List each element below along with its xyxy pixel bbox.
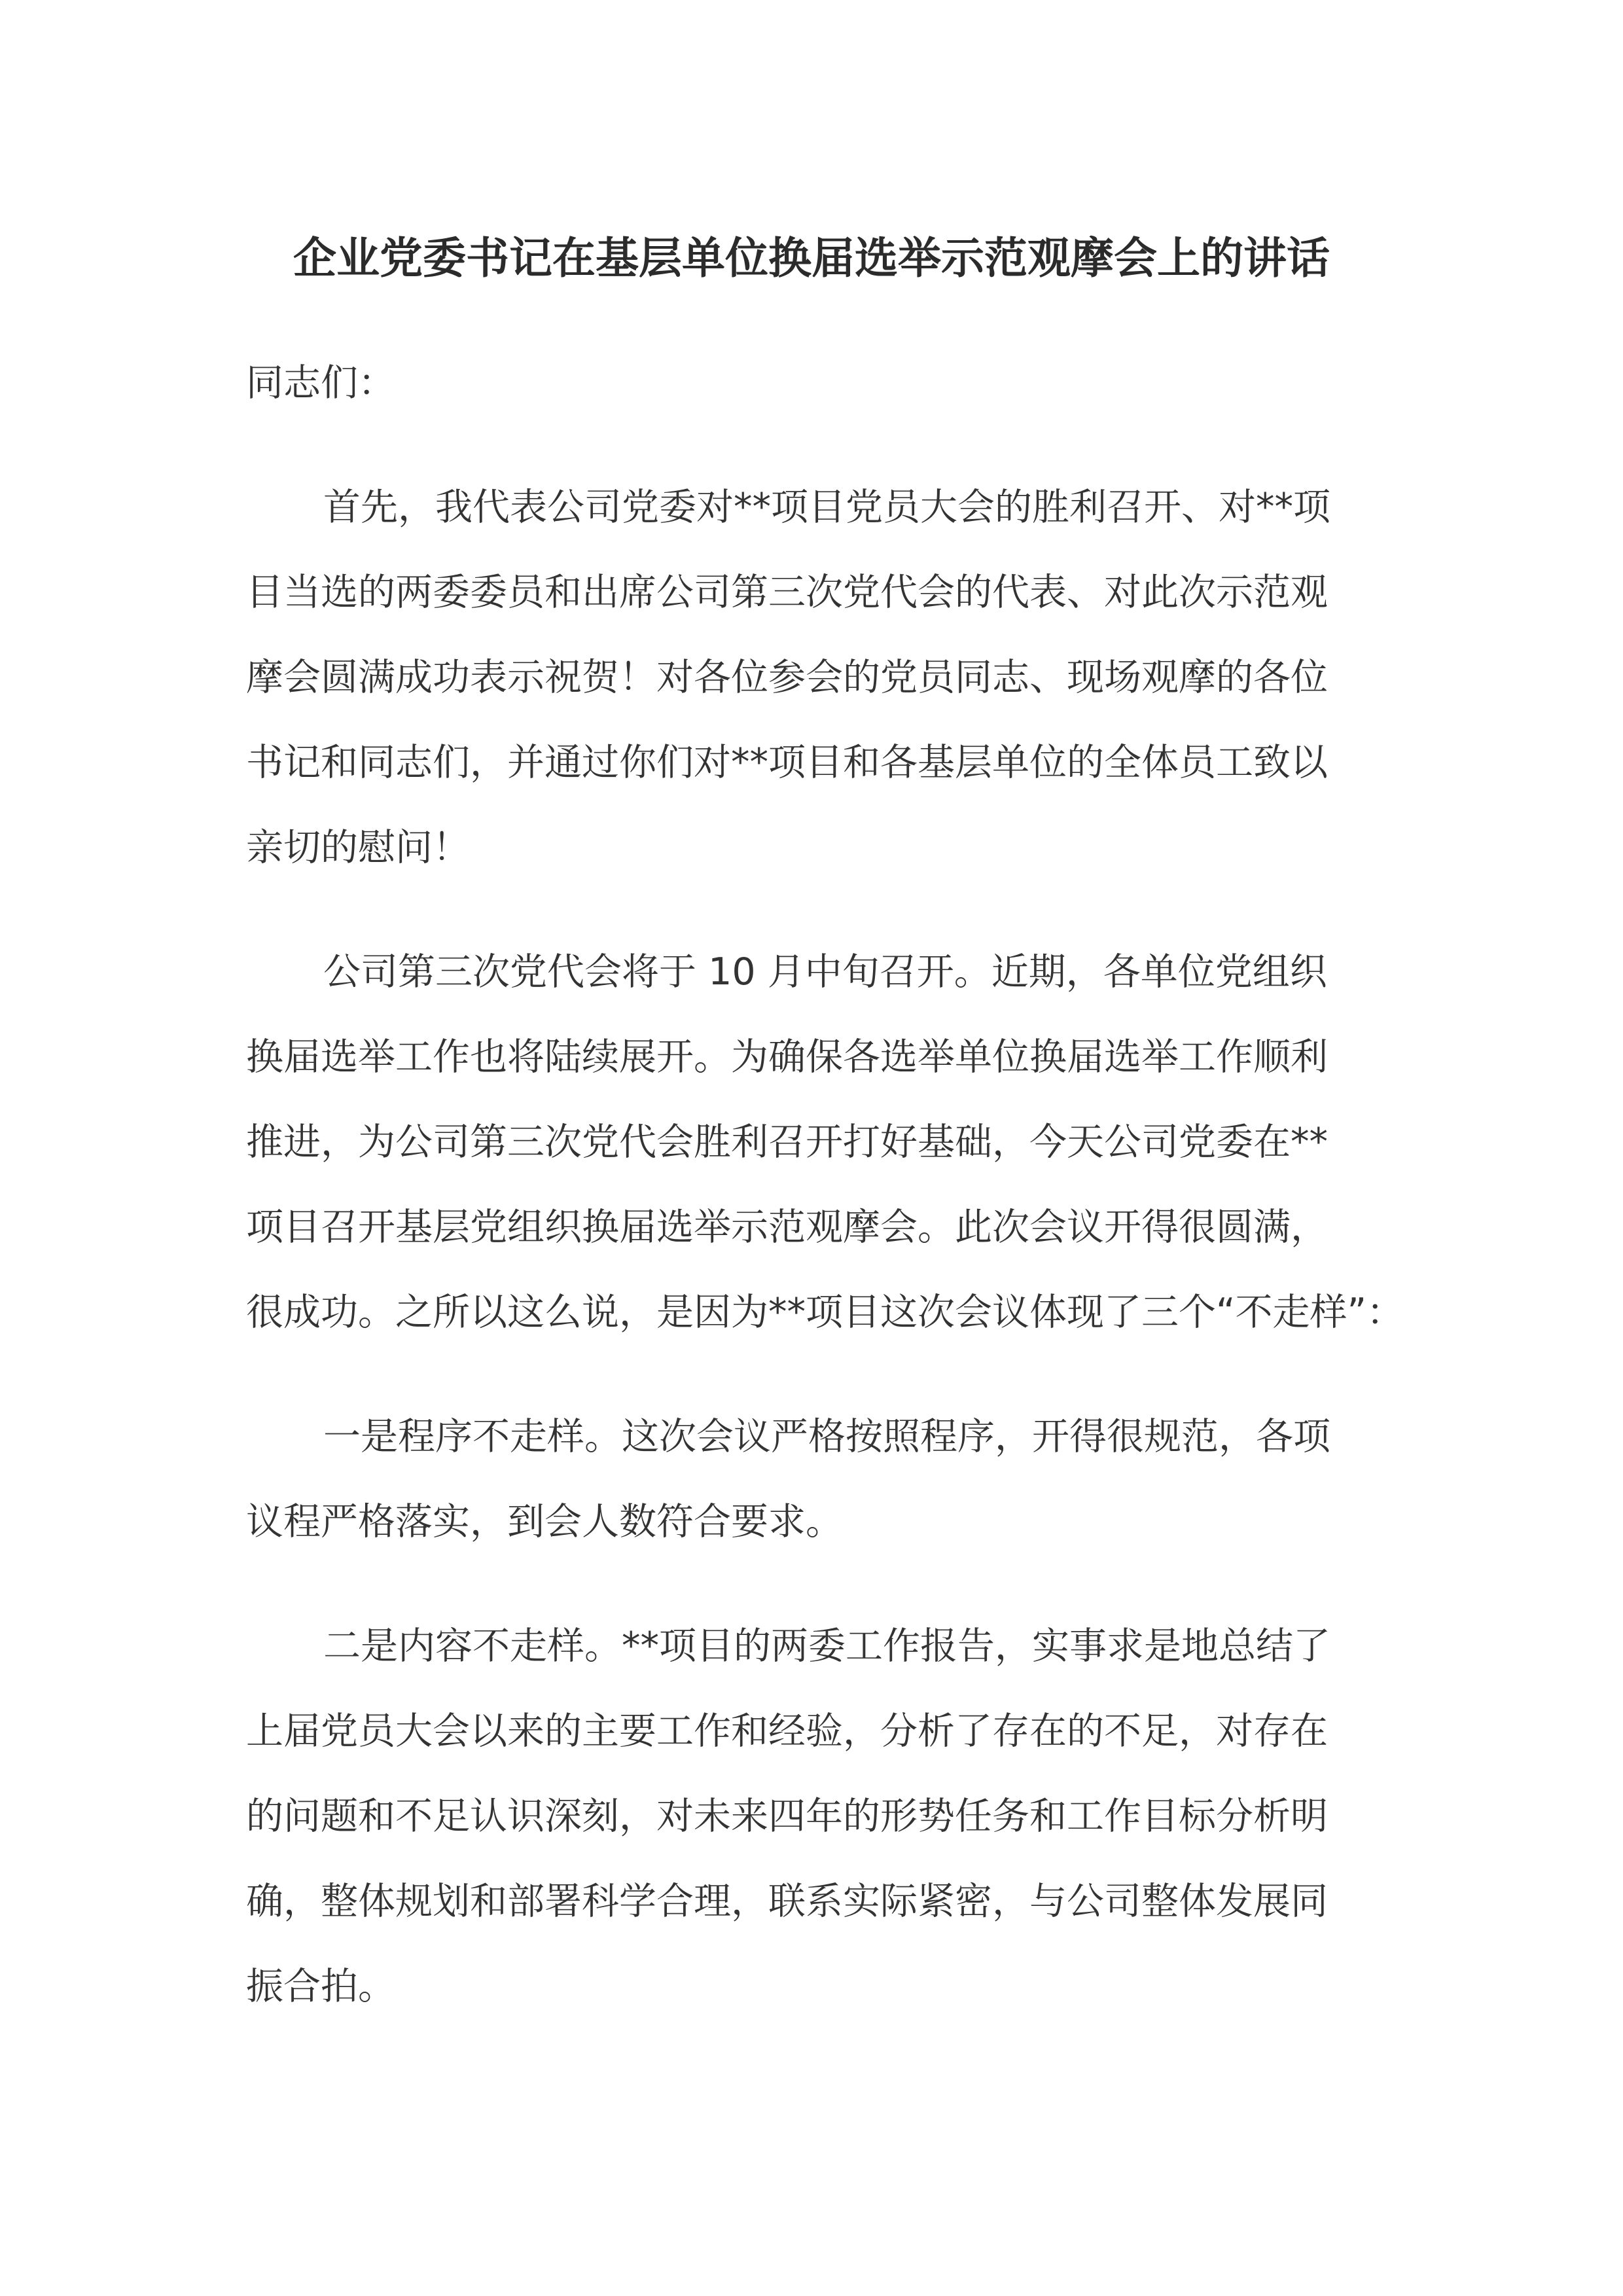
paragraph-line: 议程严格落实，到会人数符合要求。 (246, 1500, 843, 1543)
paragraph-line: 换届选举工作也将陆续展开。为确保各选举单位换届选举工作顺利 (246, 1035, 1328, 1079)
paragraph-4 (246, 1604, 1385, 2029)
paragraph-line: 首先，我代表公司党委对**项目党员大会的胜利召开、对**项 (323, 486, 1330, 529)
paragraph-line: 公司第三次党代会将于 10 月中旬召开。近期，各单位党组织 (323, 950, 1327, 994)
greeting: 同志们： (246, 361, 395, 404)
paragraph-line: 书记和同志们，并通过你们对**项目和各基层单位的全体员工致以 (246, 741, 1328, 784)
paragraph-line: 上届党员大会以来的主要工作和经验，分析了存在的不足，对存在 (246, 1710, 1328, 1753)
paragraph-line: 确，整体规划和部署科学合理，联系实际紧密，与公司整体发展同 (246, 1880, 1328, 1923)
paragraph-line: 很成功。之所以这么说，是因为**项目这次会议体现了三个“不走样”： (246, 1291, 1404, 1334)
paragraph-3 (246, 1394, 1385, 1564)
paragraph-2 (246, 929, 1404, 1355)
paragraph-line: 推进，为公司第三次党代会胜利召开打好基础，今天公司党委在** (246, 1121, 1328, 1164)
paragraph-line: 目当选的两委委员和出席公司第三次党代会的代表、对此次示范观 (246, 571, 1328, 614)
paragraph-line: 一是程序不走样。这次会议严格按照程序，开得很规范，各项 (323, 1415, 1330, 1458)
paragraph-line: 的问题和不足认识深刻，对未来四年的形势任务和工作目标分析明 (246, 1795, 1328, 1838)
paragraph-line: 项目召开基层党组织换届选举示范观摩会。此次会议开得很圆满， (246, 1206, 1328, 1249)
paragraph-line: 二是内容不走样。**项目的两委工作报告，实事求是地总结了 (323, 1624, 1330, 1668)
paragraph-line: 摩会圆满成功表示祝贺！对各位参会的党员同志、现场观摩的各位 (246, 656, 1328, 699)
paragraph-line: 亲切的慰问！ (246, 826, 470, 869)
paragraph-line: 振合拍。 (246, 1965, 395, 2008)
paragraph-1 (246, 465, 1385, 890)
document-title: 企业党委书记在基层单位换届选举示范观摩会上的讲话 (293, 233, 1330, 283)
